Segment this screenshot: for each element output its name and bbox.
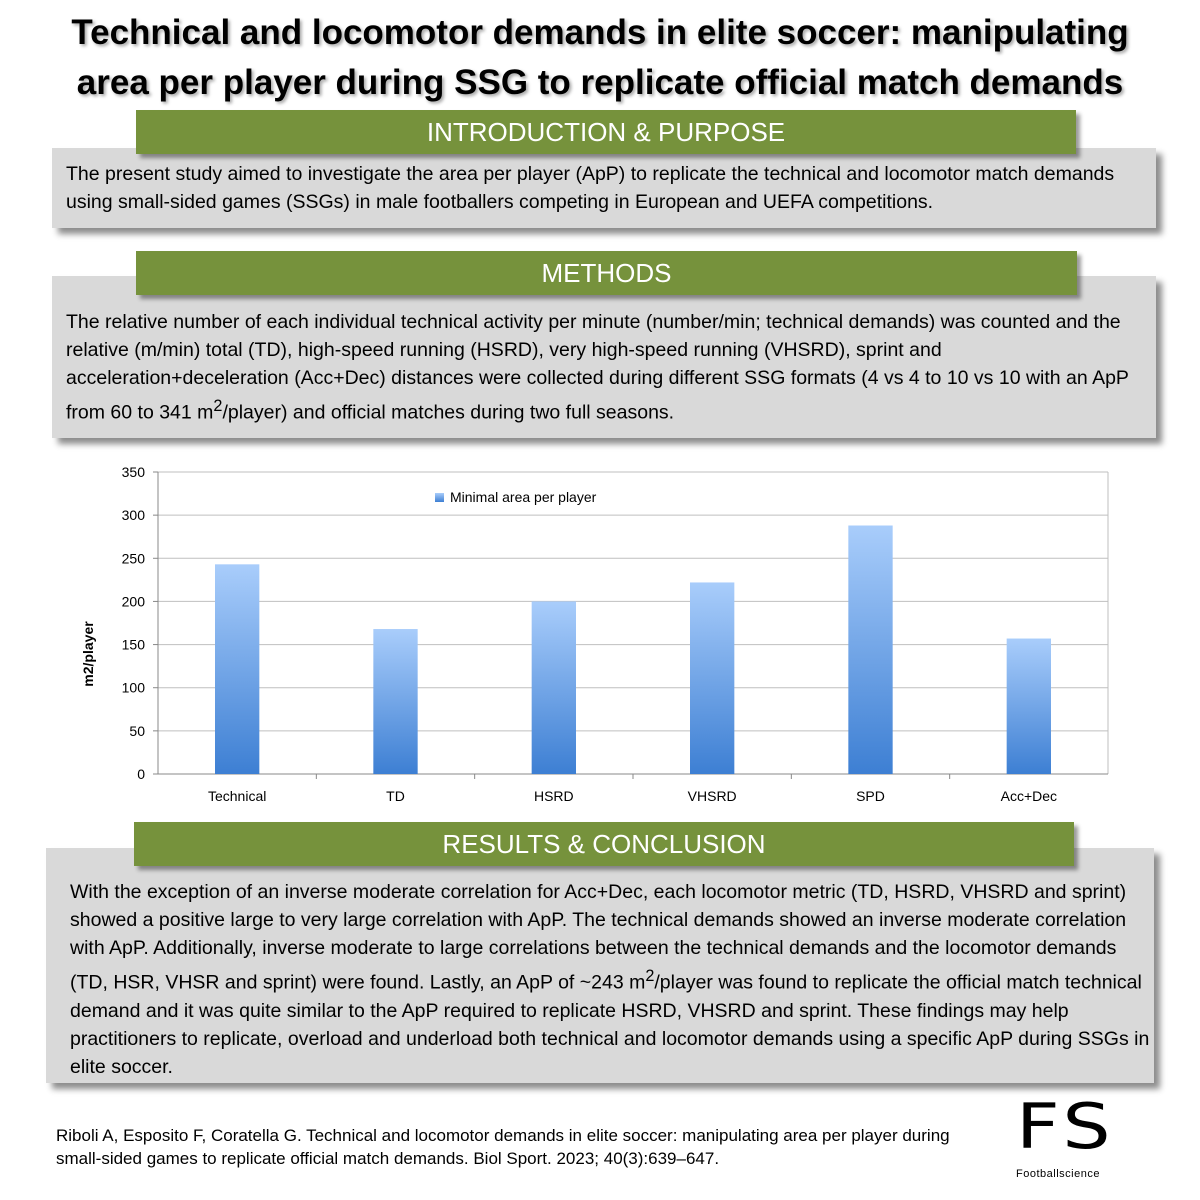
- results-panel: [46, 848, 1154, 1083]
- y-tick-label: 200: [121, 593, 145, 610]
- y-tick-label: 100: [121, 679, 145, 696]
- x-tick-label: HSRD: [533, 788, 574, 804]
- bar-td: [373, 629, 417, 774]
- results-heading: RESULTS & CONCLUSION: [134, 822, 1074, 866]
- bar-acc-dec: [1007, 639, 1051, 774]
- legend-label: Minimal area per player: [450, 489, 597, 505]
- x-tick-label: TD: [386, 788, 405, 804]
- y-tick-label: 0: [137, 766, 145, 782]
- logo-name: Footballscience: [1016, 1168, 1100, 1180]
- footballscience-logo: [1016, 1090, 1156, 1188]
- x-tick-label: Technical: [207, 788, 267, 804]
- logo-mark: FS: [1016, 1090, 1115, 1163]
- bar-technical: [215, 564, 259, 774]
- y-tick-label: 50: [129, 722, 145, 739]
- poster-title: [0, 8, 1200, 108]
- x-tick-label: Acc+Dec: [1000, 788, 1058, 804]
- y-tick-label: 300: [121, 507, 145, 524]
- methods-text: [66, 308, 1151, 427]
- y-axis-label: m2/player: [80, 621, 96, 687]
- methods-text-part-1: The relative number of each individual technical activity per minute (number/min; technical demands) was counted and the relative (m/min) total (TD), high-speed running (HSRD), very high-speed running (VHSRD), sprint and acceleration+deceleration (Acc+Dec) distances were collected during different SSG formats (4 vs 4 to 10 vs 10 with an ApP from 60 to 341 m: [66, 311, 1129, 424]
- y-tick-label: 250: [121, 550, 145, 567]
- methods-panel: [52, 276, 1156, 438]
- y-tick-label: 350: [121, 464, 145, 480]
- intro-text: The present study aimed to investigate the area per player (ApP) to replicate the technical and locomotor match demands using small-sided games (SSGs) in male footballers competing in European and UEFA competitions.: [66, 163, 1115, 213]
- bar-hsrd: [532, 601, 576, 774]
- x-tick-label: VHSRD: [687, 788, 737, 804]
- x-tick-label: SPD: [856, 788, 885, 804]
- methods-text-part-2: /player) and official matches during two full seasons.: [222, 401, 675, 424]
- bar-chart: [60, 455, 1120, 810]
- title-line-1: Technical and locomotor demands in elite soccer: manipulating: [71, 13, 1129, 52]
- results-superscript: 2: [645, 967, 655, 985]
- methods-heading: METHODS: [136, 251, 1077, 295]
- results-text-part-1: With the exception of an inverse moderate correlation for Acc+Dec, each locomotor metric (TD, HSRD, VHSRD and sprint) showed a positive large to very large correlation with ApP. The technical demands showed an inverse moderate correlation with ApP. Additionally, inverse moderate to large correlations between the technical demands and the locomotor demands (TD, HSR, VHSR and sprint) were found. Lastly, an ApP of ~243 m: [70, 881, 1127, 994]
- title-line-2: area per player during SSG to replicate official match demands: [76, 63, 1124, 102]
- y-tick-label: 150: [121, 636, 145, 653]
- intro-panel: [52, 148, 1156, 228]
- bar-vhsrd: [690, 582, 734, 774]
- legend-swatch: [435, 493, 444, 502]
- intro-heading: INTRODUCTION & PURPOSE: [136, 110, 1076, 154]
- citation: Riboli A, Esposito F, Coratella G. Technical and locomotor demands in elite soccer: manipulating area per player during small-sided games to replicate official match demands. Biol Sport. 2023; 40(3):639–647.: [56, 1126, 950, 1168]
- methods-superscript: 2: [213, 397, 223, 415]
- results-text: [70, 878, 1150, 1081]
- bar-spd: [848, 525, 892, 774]
- results-text-part-2: /player was found to replicate the official match technical demand and it was quite similar to the ApP required to replicate HSRD, VHSRD and sprint. These findings may help practitioners to replicate, overload and underload both technical and locomotor demands using a specific ApP during SSGs in elite soccer.: [70, 971, 1150, 1078]
